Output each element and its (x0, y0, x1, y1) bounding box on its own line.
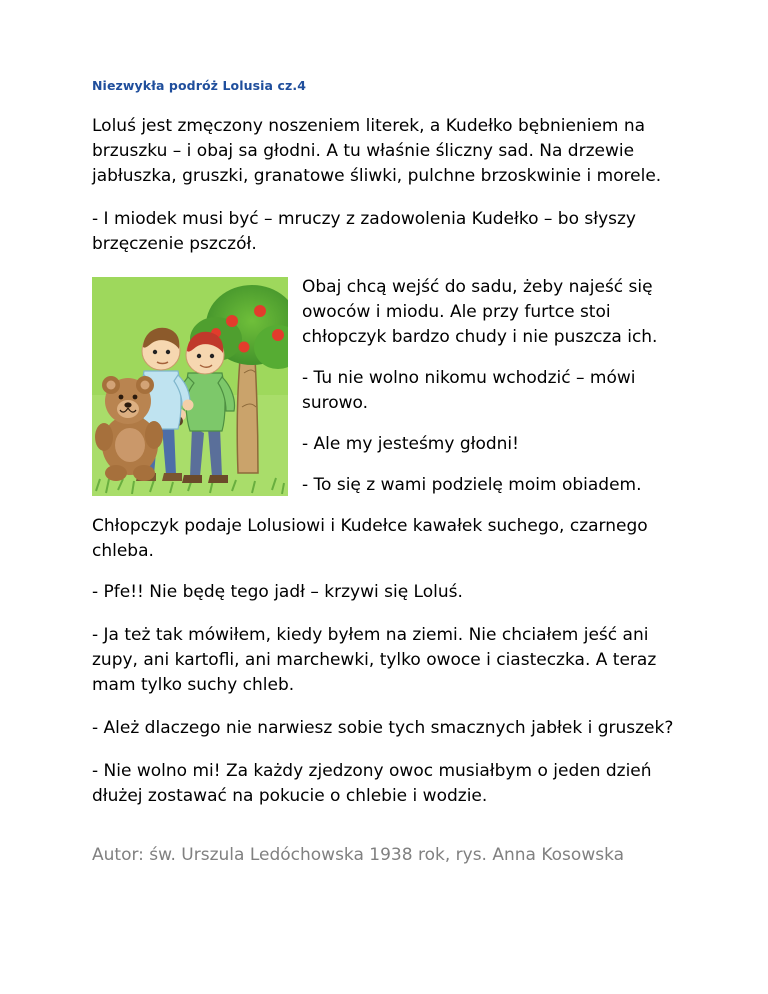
paragraph: - Nie wolno mi! Za każdy zjedzony owoc musiałbym o jeden dzień dłużej zostawać na pokucie o chlebie i wodzie. (92, 761, 652, 807)
illustration-figure (92, 277, 288, 496)
illustrated-section (92, 275, 676, 564)
paragraph: - Pfe!! Nie będę tego jadł – krzywi się Loluś. (92, 582, 463, 603)
paragraph: Loluś jest zmęczony noszeniem literek, a Kudełko bębnieniem na brzuszku – i obaj sa głodni. A tu właśnie śliczny sad. Na drzewie jabłuszka, gruszki, granatowe śliwki, pulchne brzoskwinie i morele. (92, 116, 662, 187)
paragraph: Obaj chcą wejść do sadu, żeby najeść się owoców i miodu. Ale przy furtce stoi chłopczyk bardzo chudy i nie puszcza ich. (302, 277, 658, 348)
paragraph: - Ja też tak mówiłem, kiedy byłem na ziemi. Nie chciałem jeść ani zupy, ani kartofli, ani marchewki, tylko owoce i ciasteczka. A teraz mam tylko suchy chleb. (92, 625, 657, 696)
paragraph: - To się z wami podzielę moim obiadem. (302, 475, 642, 496)
page-title: Niezwykła podróż Lolusia cz.4 (92, 78, 307, 93)
paragraph: - Ależ dlaczego nie narwiesz sobie tych smacznych jabłek i gruszek? (92, 718, 674, 739)
paragraph: - Tu nie wolno nikomu wchodzić – mówi surowo. (302, 368, 636, 414)
paragraph: - Ale my jesteśmy głodni! (302, 434, 519, 455)
author-credit: Autor: św. Urszula Ledóchowska 1938 rok, rys. Anna Kosowska (92, 845, 625, 866)
story-illustration (92, 277, 288, 496)
paragraph: Chłopczyk podaje Lolusiowi i Kudełce kawałek suchego, czarnego chleba. (92, 516, 648, 562)
paragraph: - I miodek musi być – mruczy z zadowolenia Kudełko – bo słyszy brzęczenie pszczół. (92, 209, 636, 255)
